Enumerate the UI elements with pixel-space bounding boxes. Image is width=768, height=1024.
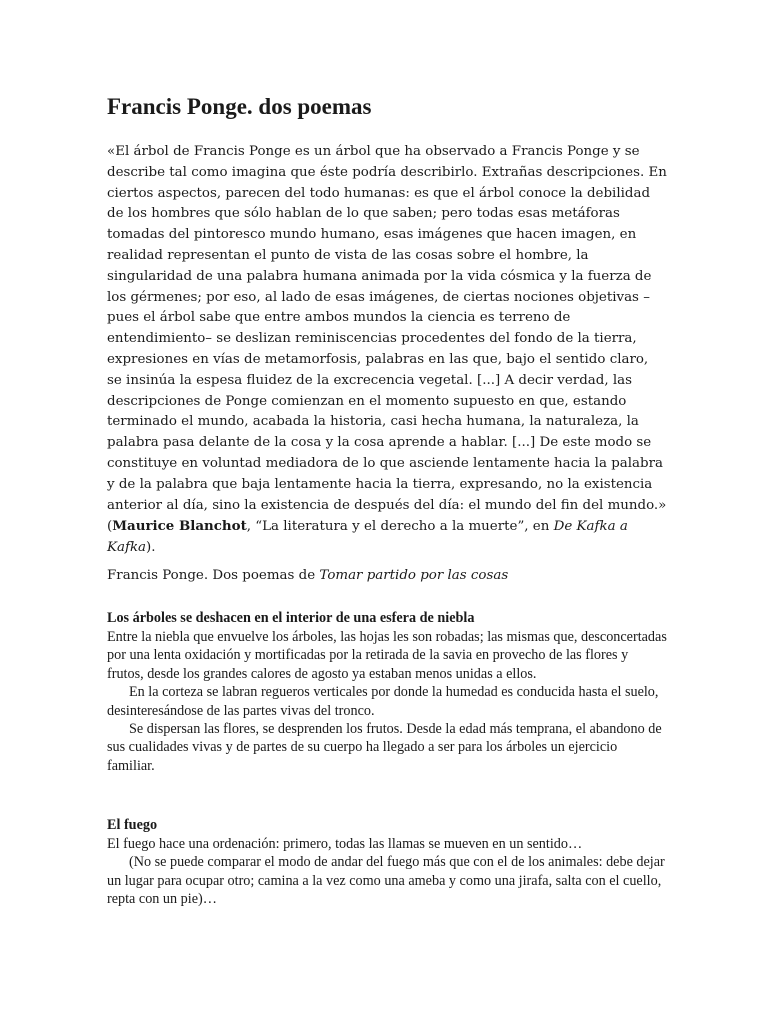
quote-book-title: De Kafka a Kafka [107,519,628,556]
poem-paragraph: Se dispersan las flores, se desprenden los frutos. Desde la edad más temprana, el abandono de sus cualidades vivas y de partes de su cuerpo ha llegado a ser para los árboles un ejercicio familiar. [107,721,662,774]
poem-paragraph: Entre la niebla que envuelve los árboles, las hojas les son robadas; las mismas que, desconcertadas por una lenta oxidación y mortificadas por la retirada de la savia en provecho de las flores y frutos, desde los grandes calores de agosto ya estaban menos unidas a ellos. [107,629,667,682]
quote-source-text: , “La literatura y el derecho a la muerte”, en [246,519,554,535]
intro-paragraph [107,142,667,559]
quote-author: Maurice Blanchot [112,518,247,535]
poem-title: El fuego [107,817,158,833]
subheading-prefix: Francis Ponge. Dos poemas de [107,568,320,583]
poem-arboles [107,609,667,775]
poem-paragraph: (No se puede comparar el modo de andar del fuego más que con el de los animales: debe dejar un lugar para ocupar otro; camina a la vez como una ameba y como una jirafa, salta con el cuello, repta con un pie)… [107,854,665,908]
subheading-book-title: Tomar partido por las cosas [319,568,509,583]
page-title: Francis Ponge. dos poemas [107,94,372,119]
intro-quote-text: «El árbol de Francis Ponge es un árbol que ha observado a Francis Ponge y se describe tal como imagina que éste podría describirlo. Extrañas descripciones. En ciertos aspectos, parecen del todo humanas: es que el árbol conoce la debilidad de los hombres que sólo hablan de lo que saben; pero todas esas metáforas tomadas del pintoresco mundo humano, esas imágenes que hacen imagen, en realidad representan el punto de vista de las cosas sobre el hombre, la singularidad de una palabra humana animada por la vida cósmica y la fuerza de los gérmenes; por eso, al lado de esas imágenes, de ciertas nociones objetivas –pues el árbol sabe que entre ambos mundos la ciencia es terreno de entendimiento– se deslizan reminiscencias procedentes del fondo de la tierra, expresiones en vías de metamorfosis, palabras en las que, bajo el sentido claro, se insinúa la espesa fluidez de la excrecencia vegetal. [...] A decir verdad, las descripciones de Ponge comienzan en el momento supuesto en que, estando terminado el mundo, acabada la historia, casi hecha humana, la naturaleza, la palabra pasa delante de la cosa y la cosa aprende a hablar. [...] De este modo se constituye en voluntad mediadora de lo que asciende lentamente hacia la palabra y de la palabra que baja lentamente hacia la tierra, expresando, no la existencia anterior al día, sino la existencia de después del día: el mundo del fin del mundo.» ( [107,144,667,535]
poem-title: Los árboles se deshacen en el interior de una esfera de niebla [107,610,475,626]
poem-paragraph: El fuego hace una ordenación: primero, todas las llamas se mueven en un sentido… [107,836,583,852]
quote-closing: ). [146,540,156,556]
poem-fuego [107,816,667,909]
poems-subheading [107,566,508,586]
poem-paragraph: En la corteza se labran regueros verticales por donde la humedad es conducida hasta el suelo, desinteresándose de las partes vivas del tronco. [107,684,659,719]
